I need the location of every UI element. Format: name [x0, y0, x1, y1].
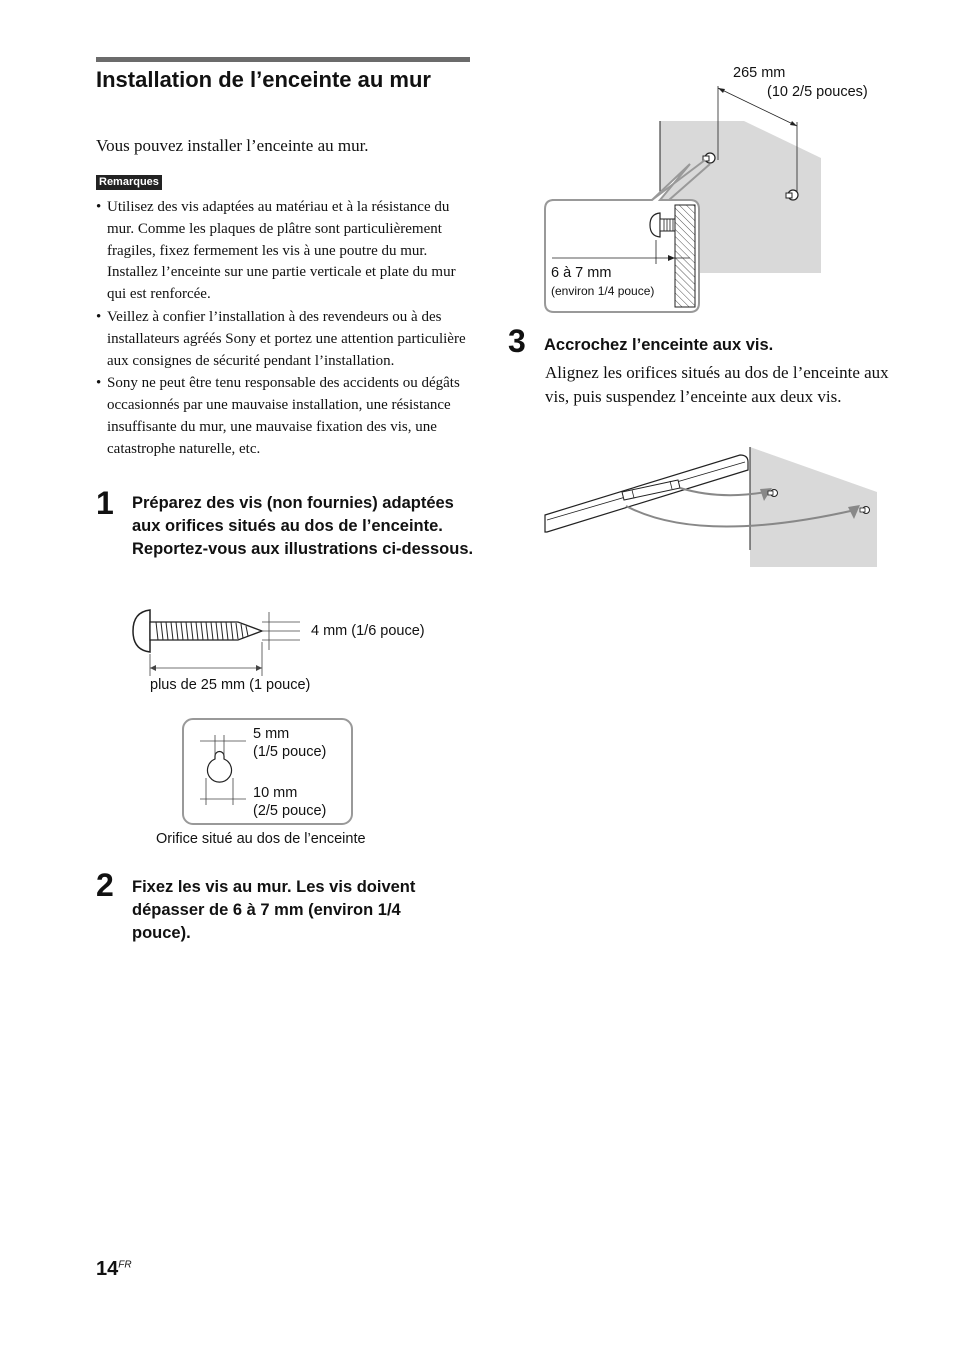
- note-item: • Sony ne peut être tenu responsable des accidents ou dégâts occasionnés par une mauvaise installation, une résistance insuffisante du mur, une mauvaise fixation des vis, une catastrophe naturelle, etc.: [96, 373, 476, 460]
- step-1-text: Préparez des vis (non fournies) adaptées aux orifices situés au dos de l’enceinte. Reportez-vous aux illustrations ci-dessous.: [132, 494, 474, 558]
- page-lang: FR: [118, 1259, 132, 1271]
- spacing-mm-label: 265 mm: [733, 65, 786, 81]
- step-2-text: Fixez les vis au mur. Les vis doivent dépasser de 6 à 7 mm (environ 1/4 pouce).: [132, 878, 416, 942]
- step-3-body: Alignez les orifices situés au dos de l’enceinte aux vis, puis suspendez l’enceinte aux deux vis.: [545, 363, 889, 406]
- note-item: • Utilisez des vis adaptées au matériau et à la résistance du mur. Comme les plaques de plâtre sont particulièrement fragiles, fixez fermement les vis à une poutre du mur. Installez l’enceinte sur une partie verticale et plate du mur qui est renforcée.: [96, 197, 476, 306]
- hole-top-in-label: (1/5 pouce): [253, 744, 327, 760]
- step-2-number: 2: [96, 867, 114, 903]
- protrusion-mm-label: 6 à 7 mm: [551, 265, 612, 281]
- hole-bottom-mm-label: 10 mm: [253, 785, 298, 801]
- step-3-number: 3: [508, 323, 526, 359]
- section-intro: Vous pouvez installer l’enceinte au mur.: [96, 136, 369, 155]
- screw-length-label: plus de 25 mm (1 pouce): [150, 677, 311, 693]
- hole-caption: Orifice situé au dos de l’enceinte: [156, 831, 366, 847]
- hole-top-mm-label: 5 mm: [253, 726, 290, 742]
- hole-bottom-in-label: (2/5 pouce): [253, 803, 327, 819]
- screw-diameter-label: 4 mm (1/6 pouce): [311, 623, 425, 639]
- notes-badge: Remarques: [96, 175, 162, 190]
- step-3-text: Accrochez l’enceinte aux vis.: [544, 336, 774, 354]
- spacing-in-label: (10 2/5 pouces): [767, 84, 868, 100]
- page-number: [96, 1258, 132, 1281]
- step-1-number: 1: [96, 485, 114, 521]
- protrusion-in-label: (environ 1/4 pouce): [551, 284, 655, 298]
- note-item: • Veillez à confier l’installation à des revendeurs ou à des installateurs agréés Sony et portez une attention particulière aux consignes de sécurité pendant l’installation.: [96, 307, 476, 372]
- section-title: Installation de l’enceinte au mur: [96, 67, 431, 92]
- page-number-value: 14: [96, 1258, 119, 1280]
